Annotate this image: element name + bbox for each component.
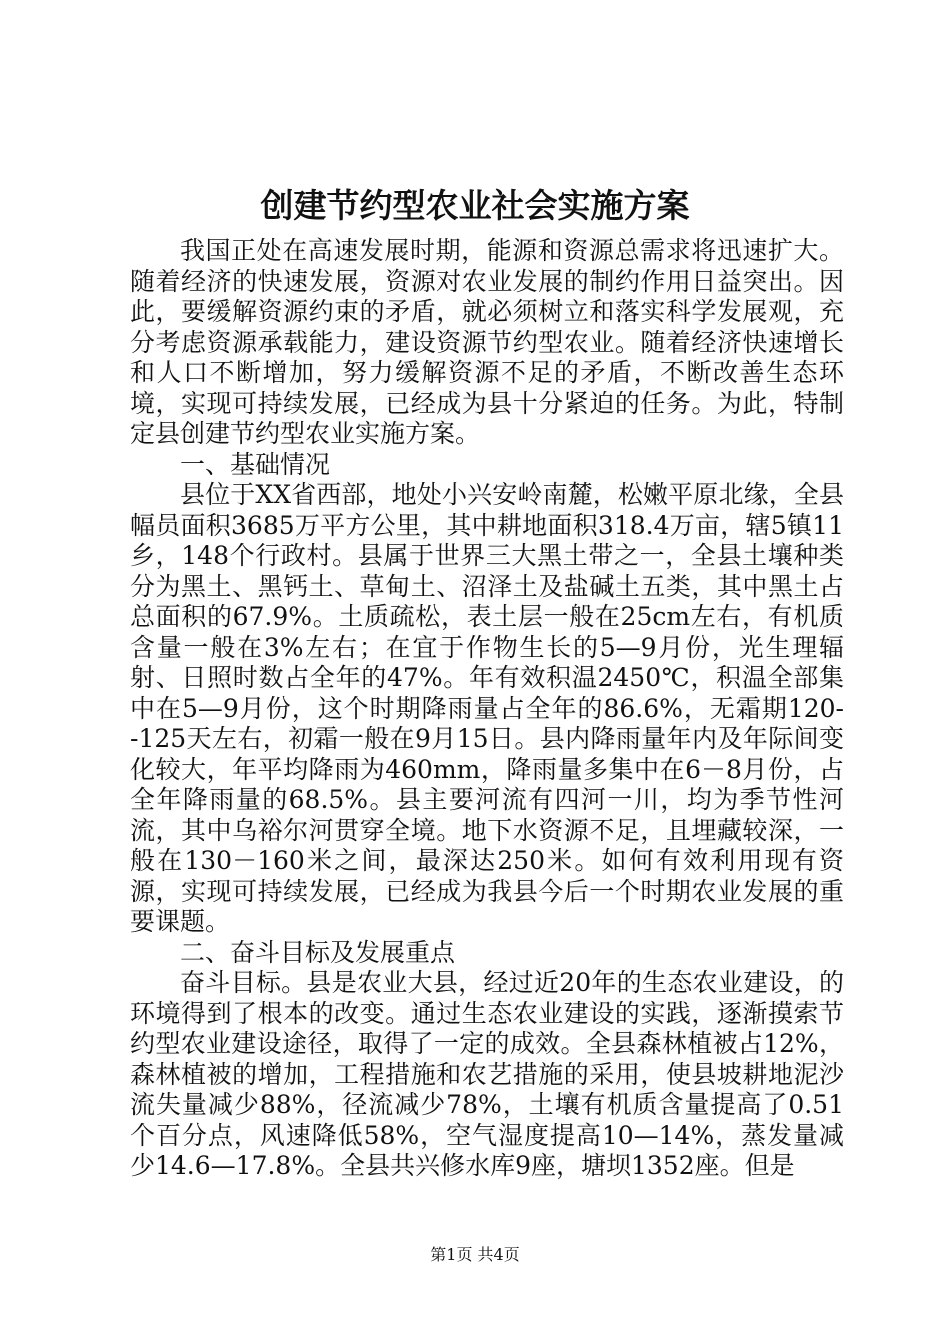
document-title: 创建节约型农业社会实施方案 (260, 186, 690, 225)
goals-paragraph: 奋斗目标。县是农业大县，经过近20年的生态农业建设，的环境得到了根本的改变。通过生态农业建设的实践，逐渐摸索节约型农业建设途径，取得了一定的成效。全县森林植被占12%，森林植被的增加，工程措施和农艺措施的采用，使县坡耕地泥沙流失量减少88%，径流减少78%，土壤有机质含量提高了0.51个百分点，风速降低58%，空气湿度提高10—14%，蒸发量减少14.6—17.8%。全县共兴修水库9座，塘坝1352座。但是 (130, 968, 844, 1180)
intro-paragraph: 我国正处在高速发展时期，能源和资源总需求将迅速扩大。随着经济的快速发展，资源对农业发展的制约作用日益突出。因此，要缓解资源约束的矛盾，就必须树立和落实科学发展观，充分考虑资源承载能力，建设资源节约型农业。随着经济快速增长和人口不断增加，努力缓解资源不足的矛盾，不断改善生态环境，实现可持续发展，已经成为县十分紧迫的任务。为此，特制定县创建节约型农业实施方案。 (130, 236, 844, 448)
page-number-footer: 第1页 共4页 (430, 1245, 520, 1264)
section-heading-basic-situation: 一、基础情况 (180, 449, 331, 479)
section-heading-goals: 二、奋斗目标及发展重点 (180, 937, 456, 967)
basic-situation-paragraph: 县位于XX省西部，地处小兴安岭南麓，松嫩平原北缘，全县幅员面积3685万平方公里，其中耕地面积318.4万亩，辖5镇11乡，148个行政村。县属于世界三大黑土带之一，全县土壤种类分为黑土、黑钙土、草甸土、沼泽土及盐碱土五类，其中黑土占总面积的67.9%。土质疏松，表土层一般在25cm左右，有机质含量一般在3%左右；在宜于作物生长的5—9月份，光生理辐射、日照时数占全年的47%。年有效积温2450℃，积温全部集中在5—9月份，这个时期降雨量占全年的86.6%，无霜期120--125天左右，初霜一般在9月15日。县内降雨量年内及年际间变化较大，年平均降雨为460mm，降雨量多集中在6－8月份，占全年降雨量的68.5%。县主要河流有四河一川，均为季节性河流，其中乌裕尔河贯穿全境。地下水资源不足，且埋藏较深，一般在130－160米之间，最深达250米。如何有效利用现有资源，实现可持续发展，已经成为我县今后一个时期农业发展的重要课题。 (130, 480, 844, 936)
document-body (130, 236, 844, 1182)
